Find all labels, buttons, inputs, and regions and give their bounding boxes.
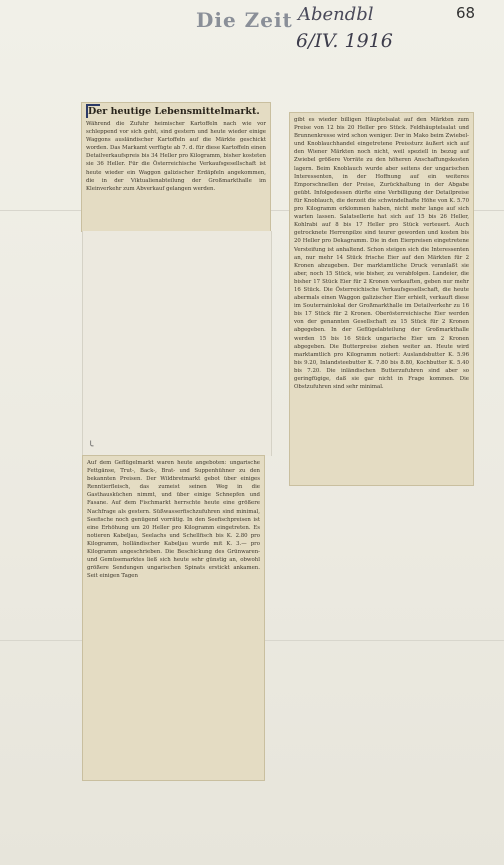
article-title: Der heutige Lebensmittelmarkt. [88,106,260,117]
page-number: 68 [456,4,476,22]
clipping-article-continuation [290,113,473,485]
paragraph-marker-icon [86,104,100,118]
handwritten-edition: Abendbl [298,4,374,25]
newspaper-title: Die Zeit [196,8,293,32]
pin-mark-icon: ╰ [88,442,94,452]
handwritten-date: 6/IV. 1916 [296,30,393,52]
article-text: Während die Zufuhr heimischer Kartoffeln nach wie vor schleppend vor sich geht, sind gestern und heute wieder einige Waggons ausländischer Kartoffeln auf die Märkte geschickt worden. Das Markamt verfügte ab 7. d. für diese Kartoffeln einen Detailverkaufspreis bis 34 Heller pro Kilogramm, bisher kosteten sie 36 Heller. Für die Österreichische Verkaufsgesellschaft ist heute wieder ein Waggon galizischer Erdäpfeln angekommen, die in der Viktualienabteilung der Großmarkthalle im Kleinverkehr zum Abverkauf gelangen werden. [86,121,266,192]
article-text: gibt es wieder billigen Häuptelsalat auf den Märkten zum Preise von 12 bis 20 Heller pro Stück. Feldhäuptelsalat und Brunnenkresse wird schon weniger. Der in Mako beim Zwiebel- und Knoblauchhandel eingetretene Preissturz äußert sich auf den Wiener Märkten noch nicht, weil speziell in bezug auf Zwiebel größere Vorräte zu den höheren Anschaffungskosten lagern. Beim Knoblauch wurde aber seitens der ungarischen Interessenten, in der Hoffnung auf ein weiteres Emporschnellen der Preise, Zurückhaltung in der Abgabe geübt. Infolgedessen dürfte eine Verbilligung der Detailpreise für Knoblauch, die derzeit die schwindelhafte Höhe von K. 5.70 pro Kilogramm erklommen haben, nicht mehr lange auf sich warten lassen. Salatsellerie hat sich auf 15 bis 26 Heller, Kohlrabi auf 8 bis 17 Heller pro Stück verteuert. Auch getrocknete Herrenpilze sind teurer geworden und kosten bis 20 Heller pro Dekagramm. Die in den Eierpreisen eingetretene Versteifung ist anhaltend. Schon steigen sich die Interessenten an, nur mehr 14 Stück frische Eier auf den Märkten für 2 Kronen abzugeben. Der marktamtliche Druck veranlaßt sie aber, noch 15 Stück, wie bisher, zu verabfolgen. Landeier, die bisher 17 Stück Eier für 2 Kronen verkauften, geben nur mehr 16 Stück. Die Österreichische Verkaufsgesellschaft, die heute abermals einen Waggon galizischer Eier erhielt, verkauft diese im Souterrainlokal der Großmarkthalle im Detailverkehr zu 16 bis 17 Stück für 2 Kronen. Oberösterreichische Eier werden von der genannten Gesellschaft zu 15 Stück für 2 Kronen abgegeben. In der Geflügelabteilung der Großmarkthalle werden 15 bis 16 Stück ungarische Eier um 2 Kronen abgegeben. Die Butterpreise ziehen weiter an. Heute wird marktamtlich pro Kilogramm notiert: Auslandsbutter K. 5.96 bis 9.20, Inlandsteebutter K. 7.80 bis 8.80, Kochbutter K. 5.40 bis 7.20. Die inländischen Butterzufuhren sind aber so geringfügige, daß sie gar nicht in Frage kommen. Die Obstzufuhren sind sehr minimal. [294,117,469,391]
blank-area [82,231,272,456]
clipping-article-part [83,456,264,780]
clipping-article-start [82,103,270,231]
article-text: Auf dem Geflügelmarkt waren heute angeboten: ungarische Fettgänse, Trut-, Back-, Brat- und Suppenhühner zu den bekannten Preisen. Der Wildbretmarkt gebot über einiges Renntierfleisch, das zumeist seinen Weg in die Gasthausküchen nimmt, und über einige Schnepfen und Fasane. Auf dem Fischmarkt herrschte heute eine größere Nachfrage als gestern. Süßwasserfischzufuhren sind minimal, Seefische noch genügend vorrätig. In den Seefischpreisen ist eine Erhöhung um 20 Heller pro Kilogramm eingetreten. Es notieren Kabeljau, Seelachs und Schellfisch bis K. 2.80 pro Kilogramm, holländischer Kabeljau wurde mit K. 3.— pro Kilogramm angeschrieben. Die Beschickung des Grünwaren- und Gemüsemarktes ließ sich heute sehr günstig an, obwohl größere Sendungen ungarischen Spinats erstickt ankamen. Seit einigen Tagen [87,460,260,580]
